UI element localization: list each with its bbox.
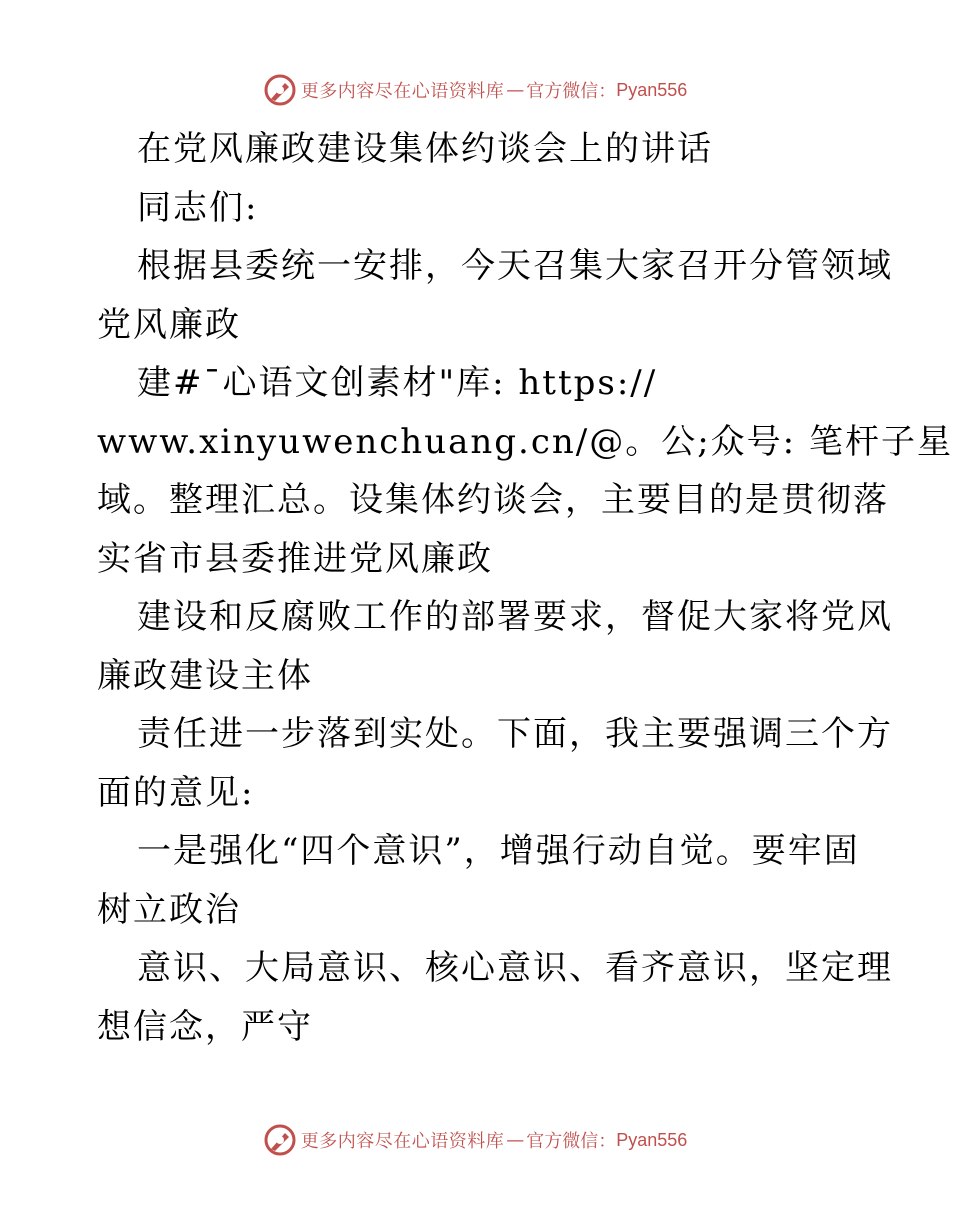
- banner-dash: —: [506, 79, 525, 101]
- paragraph-line: 建设和反腐败工作的部署要求，督促大家将党风: [137, 597, 893, 637]
- banner-text: 更多内容尽在心语资料库: [300, 81, 505, 102]
- pen-logo-icon: [263, 1123, 297, 1157]
- banner-text: 更多内容尽在心语资料库: [300, 1131, 505, 1152]
- banner-label: 官方微信：: [526, 81, 617, 102]
- header-watermark-banner: [0, 72, 950, 108]
- banner-label: 官方微信：: [526, 1131, 617, 1152]
- paragraph-line: 一是强化“四个意识”，增强行动自觉。要牢固: [137, 831, 860, 871]
- paragraph-line: 意识、大局意识、核心意识、看齐意识，坚定理: [137, 948, 893, 988]
- paragraph-line: 根据县委统一安排，今天召集大家召开分管领域: [137, 246, 893, 286]
- footer-watermark-banner: [0, 1122, 950, 1158]
- paragraph-line: 责任进一步落到实处。下面，我主要强调三个方: [137, 714, 893, 754]
- paragraph-line: 党风廉政: [97, 304, 241, 345]
- document-title: 在党风廉政建设集体约谈会上的讲话: [137, 129, 713, 169]
- paragraph-line: 廉政建设主体: [97, 655, 313, 696]
- paragraph-line: 实省市县委推进党风廉政: [97, 538, 493, 579]
- paragraph-line: 面的意见:: [97, 772, 255, 813]
- salutation: 同志们:: [137, 187, 259, 228]
- paragraph-line: www.xinyuwenchuang.cn/@。公;众号: 笔杆子星: [97, 421, 953, 462]
- pen-logo-icon: [263, 73, 297, 107]
- document-body: [97, 120, 953, 1056]
- paragraph-line: 树立政治: [97, 889, 241, 930]
- paragraph-line: 域。整理汇总。设集体约谈会，主要目的是贯彻落: [97, 480, 889, 520]
- paragraph-line: 想信念，严守: [97, 1006, 313, 1047]
- banner-handle: Pyan556: [616, 1129, 688, 1150]
- banner-handle: Pyan556: [616, 79, 688, 100]
- banner-dash: —: [506, 1129, 525, 1151]
- paragraph-line: 建#¯心语文创素材"库: https://: [137, 363, 658, 403]
